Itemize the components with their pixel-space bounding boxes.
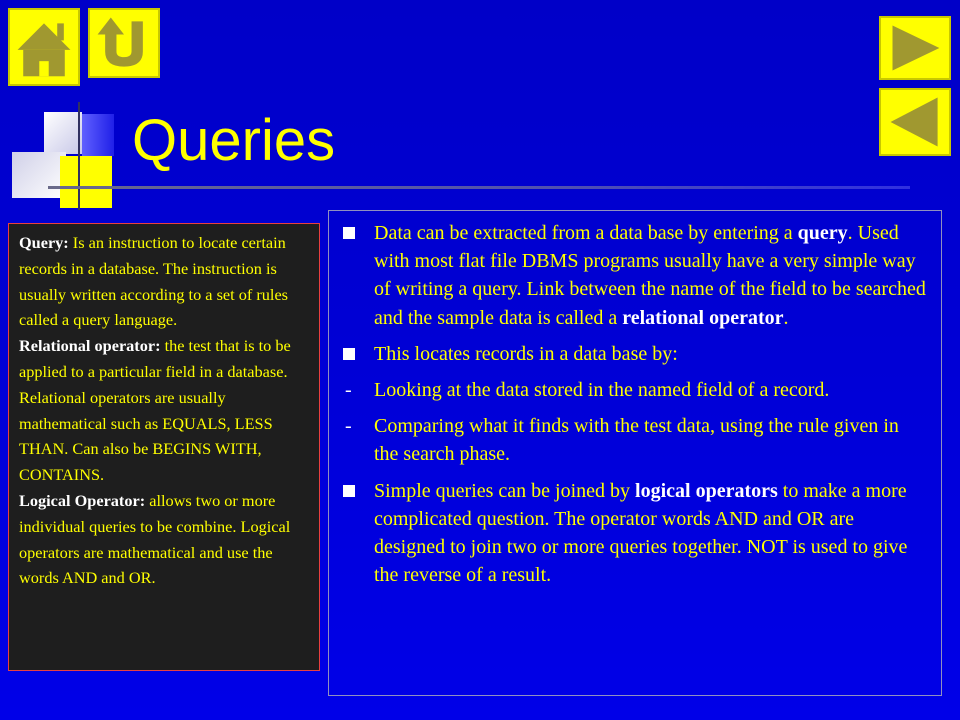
dash-bullet: - bbox=[345, 415, 352, 438]
bullet-list bbox=[341, 219, 927, 589]
dash-bullet: - bbox=[345, 379, 352, 402]
previous-triangle-icon bbox=[881, 90, 949, 154]
return-button[interactable] bbox=[88, 8, 160, 78]
content-panel bbox=[328, 210, 942, 696]
list-item: - Comparing what it finds with the test data, using the rule given in the search phase. bbox=[341, 412, 927, 468]
return-arrow-icon bbox=[90, 10, 158, 76]
slide-title: Queries bbox=[132, 108, 336, 173]
home-icon bbox=[10, 10, 78, 84]
square-bullet-icon bbox=[341, 477, 369, 505]
title-decoration bbox=[0, 100, 140, 210]
definition-logical-operator: Logical Operator: allows two or more individual queries to be combine. Logical operators are mathematical and use the words AND and OR. bbox=[19, 490, 291, 588]
list-item: - Looking at the data stored in the named field of a record. bbox=[341, 376, 927, 404]
definitions-panel bbox=[8, 223, 320, 671]
title-divider bbox=[48, 186, 910, 189]
square-bullet-icon bbox=[341, 219, 369, 247]
list-item: This locates records in a data base by: bbox=[341, 340, 927, 368]
definition-query: Query: Is an instruction to locate certain records in a database. The instruction is usually written according to a set of rules called a query language. bbox=[19, 233, 289, 330]
home-button[interactable] bbox=[8, 8, 80, 86]
square-bullet-icon bbox=[341, 340, 369, 368]
next-triangle-icon bbox=[881, 18, 949, 78]
list-item: Simple queries can be joined by logical operators to make a more complicated question. The operator words AND and OR are designed to join two or more queries together. NOT is used to give the reverse of a result. bbox=[341, 477, 927, 590]
definition-relational-operator: Relational operator: the test that is to be applied to a particular field in a database. Relational operators are usually mathematical such as EQUALS, LESS THAN. Can also be BEGINS WITH, CONTAINS. bbox=[19, 336, 291, 485]
previous-slide-button[interactable] bbox=[879, 88, 951, 156]
list-item: Data can be extracted from a data base by entering a query. Used with most flat file DBMS programs usually have a very simple way of writing a query. Link between the name of the field to be searched and the sample data is called a relational operator. bbox=[341, 219, 927, 332]
next-slide-button[interactable] bbox=[879, 16, 951, 80]
